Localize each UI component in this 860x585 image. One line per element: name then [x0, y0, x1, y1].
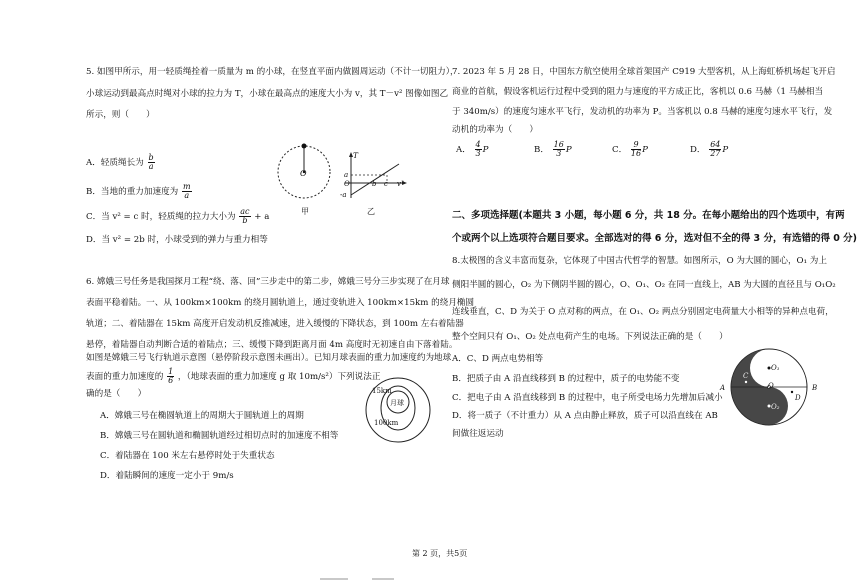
q5-fig-o-label: O	[300, 169, 307, 178]
q7-option-b	[534, 141, 572, 158]
q5-fig-c-label: c	[384, 180, 388, 188]
q7-option-a-fraction	[475, 141, 482, 158]
page-footer: 第 2 页，共5页	[412, 549, 468, 558]
q6-fig-moon: 月球	[390, 399, 404, 407]
q6-line-5: 如图是嫦娥三号飞行轨道示意图（悬停阶段示意图未画出）。已知月球表面的重力加速度约为地球	[86, 353, 452, 363]
q8-line-2: 侧阳半圆的圆心，O₂ 为下侧阴半圆的圆心，O、O₁、O₂ 在同一直线上，AB 为大圆的直径且与 O₁O₂	[452, 280, 836, 290]
q5-option-c-tail: + a	[254, 212, 270, 222]
q5-option-b-fraction	[182, 183, 192, 200]
q5-stem-line-3: 所示，则（ ）	[86, 110, 155, 120]
q5-fig-origin-label: O	[344, 180, 350, 188]
q6-line-2: 表面平稳着陆。一、从 100km×100km 的绕月圆轨道上，通过变轨进入 100km×15km 的绕月椭圆	[86, 298, 475, 308]
q5-option-b	[86, 183, 193, 200]
q7-option-d-den: 27	[710, 149, 721, 158]
q6-line-6-tail: ，（地球表面的重力加速度 g 取 10m/s²）下列说法正	[177, 372, 381, 382]
q5-option-a-den: a	[148, 162, 154, 171]
q5-option-d: D．当 v² = 2b 时，小球受到的弹力与重力相等	[86, 235, 268, 245]
q7-option-d-unit: P	[722, 145, 729, 155]
q8-d-dot	[791, 391, 793, 393]
q6-option-a: A．嫦娥三号在椭圆轨道上的周期大于圆轨道上的周期	[100, 411, 304, 421]
q7-option-c-num: 9	[631, 141, 641, 150]
q8-fig-o: O	[768, 382, 774, 390]
q8-option-d-line-1: D．将一质子（不计重力）从 A 点由静止释放，质子可以沿直线在 AB	[452, 411, 718, 421]
q7-option-b-fraction	[553, 141, 565, 158]
q8-fig-c: C	[743, 372, 749, 380]
q7-option-d	[690, 141, 728, 158]
q5-ball	[302, 144, 307, 149]
q5-option-a-num: b	[148, 153, 154, 162]
q5-stem-line-1: 5. 如图甲所示，用一轻质绳拴着一质量为 m 的小球，在竖直平面内做圆周运动（不计一切阻力），	[86, 67, 459, 77]
q6-line-3: 轨道；二、着陆器在 15km 高度开启发动机反推减速，进入缓慢的下降状态，到 100m 左右着陆器	[86, 319, 464, 329]
q5-fig-minus-a-label: -a	[340, 191, 347, 199]
q6-option-b: B．嫦娥三号在圆轨道和椭圆轨道经过相切点时的加速度不相等	[100, 431, 339, 441]
q8-line-1: 8.太极图的含义丰富而复杂，它体现了中国古代哲学的智慧。如图所示，O 为大圆的圆心，O₁ 为上	[452, 256, 827, 266]
q7-option-d-label: D．	[690, 145, 706, 155]
q6-option-c: C．着陆器在 100 米左右悬停时处于失重状态	[100, 451, 275, 461]
q7-option-c-label: C．	[612, 145, 628, 155]
section-2-heading-line-2: 个或两个以上选项符合题目要求。全部选对的得 6 分，选对但不全的得 3 分，有选错的得 0 分)	[452, 233, 858, 244]
q7-option-a-unit: P	[482, 145, 489, 155]
q8-fig-o1: O₁	[771, 364, 780, 372]
q8-option-c: C．把电子由 A 沿直线移到 B 的过程中，电子所受电场力先增加后减小	[452, 393, 723, 403]
q7-option-b-label: B．	[534, 145, 549, 155]
q8-option-b: B．把质子由 A 沿直线移到 B 的过程中，质子的电势能不变	[452, 374, 680, 384]
q7-option-a-num: 4	[475, 140, 481, 149]
q5-option-a-fraction	[148, 154, 155, 171]
q8-line-4: 整个空间只有 O₁、O₂ 处点电荷产生的电场。下列说法正确的是（ ）	[452, 332, 728, 342]
q5-option-c-num: ac	[240, 207, 250, 216]
q7-option-c	[612, 141, 648, 158]
q7-line-4: 动机的功率为（ ）	[452, 125, 538, 135]
q5-option-b-text: B．当地的重力加速度为	[86, 187, 179, 197]
q5-fig-v2-label: v²	[397, 180, 404, 188]
q7-option-a-den: 3	[475, 149, 481, 158]
q5-option-b-num: m	[183, 182, 191, 191]
q5-fig-jia-label: 甲	[301, 207, 309, 216]
q5-stem-line-2: 小球运动到最高点时绳对小球的拉力为 T，小球在最高点的速度大小为 v，其 T－v² 图像如图乙	[86, 89, 449, 99]
q6-line-6-text: 表面的重力加速度的	[86, 372, 164, 382]
q5-fig-a-label: a	[344, 171, 349, 179]
q7-line-1: 7. 2023 年 5 月 28 日，中国东方航空使用全球首架国产 C919 大型客机，从上海虹桥机场起飞开启	[452, 67, 836, 77]
q7-option-b-den: 3	[556, 149, 562, 158]
q7-option-b-num: 16	[553, 140, 564, 149]
q7-option-d-num: 64	[710, 140, 721, 149]
q5-fig-t-label: T	[353, 151, 359, 160]
q8-option-a: A．C、D 两点电势相等	[452, 354, 544, 364]
scan-mark	[320, 578, 348, 580]
q5-option-c-text: C．当 v² = c 时，轻质绳的拉力大小为	[86, 212, 236, 222]
q6-line-6-num: 1	[168, 367, 174, 376]
q7-option-c-fraction	[631, 141, 641, 158]
q5-fig-b-label: b	[372, 180, 377, 188]
q7-option-a	[456, 141, 488, 158]
q8-option-d-line-2: 间做往返运动	[452, 429, 504, 439]
q7-line-3: 于 340m/s）的速度匀速水平飞行，发动机的功率为 P。当客机以 0.8 马赫的速度匀速水平飞行，发	[452, 107, 833, 117]
q7-line-2: 商业的首航，假设客机运行过程中受到的阻力与速度的平方成正比，客机以 0.6 马赫（1 马赫相当	[452, 87, 824, 97]
q5-option-a-text: A．轻质绳长为	[86, 158, 144, 168]
q6-line-4: 悬停，着陆器自动判断合适的着陆点；三、缓慢下降到距离月面 4m 高度时无初速自由下落着陆。	[86, 340, 458, 350]
q7-option-c-unit: P	[642, 145, 648, 155]
q7-option-a-label: A．	[456, 145, 471, 155]
q8-fig-b: B	[812, 384, 818, 392]
q6-line-6-fraction	[167, 368, 174, 385]
q8-fig-d: D	[795, 394, 801, 402]
q7-option-b-unit: P	[565, 145, 572, 155]
q6-fig-100km: 100km	[374, 419, 399, 427]
q8-fig-o2: O₂	[771, 403, 780, 411]
q5-option-c-fraction	[239, 208, 250, 225]
q8-line-3: 连线垂直，C、D 为关于 O 点对称的两点，在 O₁、O₂ 两点分别固定电荷量大小相等的异种点电荷，	[452, 307, 834, 317]
q7-option-c-den: 16	[630, 149, 642, 158]
q6-line-1: 6. 嫦娥三号任务是我国探月工程“绕、落、回”三步走中的第二步，嫦娥三号分三步实现了在月球	[86, 277, 450, 287]
scan-mark	[372, 578, 394, 580]
q6-line-6-den: 6	[168, 376, 174, 385]
q5-option-c-den: b	[242, 216, 248, 225]
section-2-heading-line-1: 二、多项选择题(本题共 3 小题，每小题 6 分，共 18 分。在每小题给出的四个选项中，有两	[452, 210, 845, 221]
q7-option-d-fraction	[709, 141, 721, 158]
q5-option-b-den: a	[184, 191, 190, 200]
q6-option-d: D．着陆瞬间的速度一定小于 9m/s	[100, 471, 234, 481]
q6-fig-15km: 15km	[372, 387, 392, 395]
q6-line-7: 确的是（ ）	[86, 389, 147, 399]
q5-fig-yi-label: 乙	[367, 207, 375, 216]
q5-option-c	[86, 208, 269, 225]
q5-option-a	[86, 154, 156, 171]
q8-fig-a: A	[720, 384, 726, 392]
q6-line-6	[86, 368, 380, 385]
